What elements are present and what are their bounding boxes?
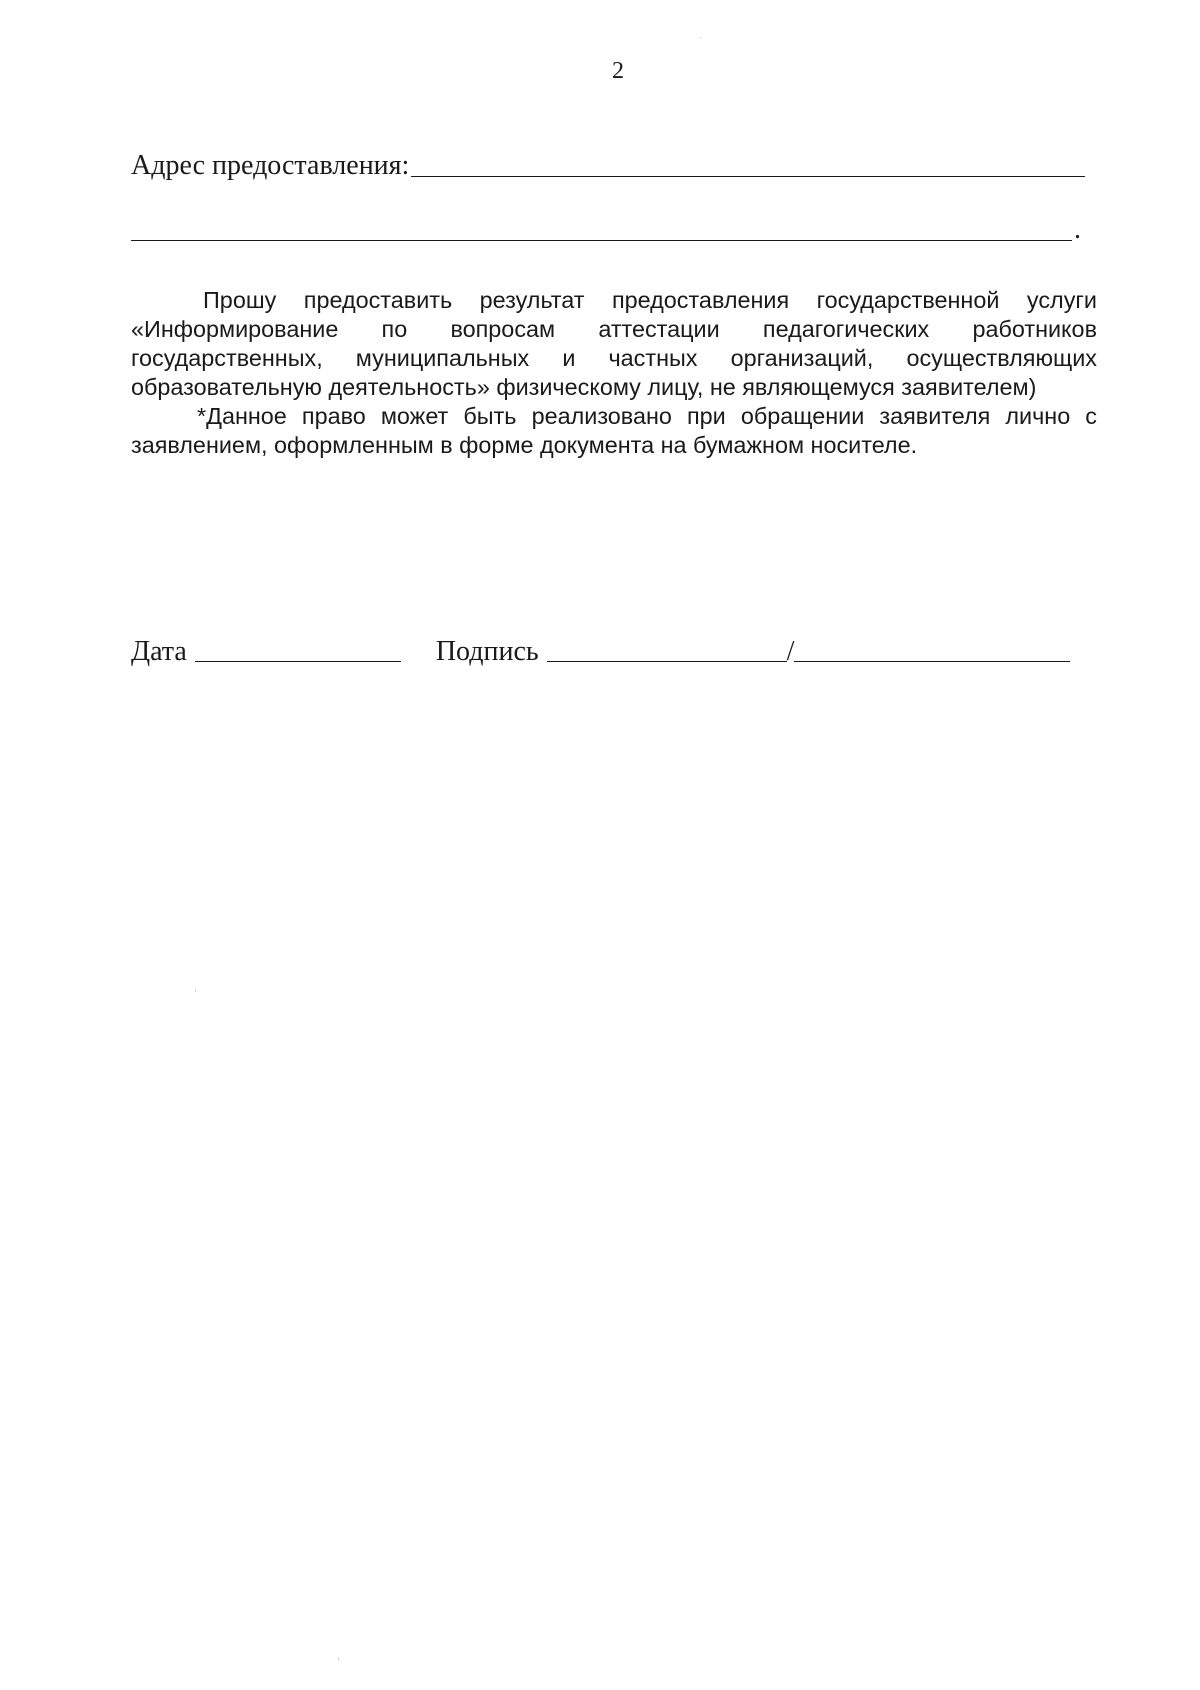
request-paragraph: Прошу предоставить результат предоставления государственной услуги «Информирование по вопросам аттестации педагогических работников государственных, муниципальных и частных организаций, осуществляющих образовательную деятельность» физическому лицу, не являющемуся заявителем) (131, 287, 1097, 400)
address-end-punctuation: . (1074, 214, 1081, 245)
note-paragraph: *Данное право может быть реализовано при обращении заявителя лично с заявлением, оформленным в форме документа на бумажном носителе. (131, 403, 1097, 458)
signature-label: Подпись (435, 636, 539, 667)
address-blank-line-1 (411, 150, 1085, 177)
request-text-block (131, 286, 1097, 460)
address-label: Адрес предоставления: (131, 150, 410, 181)
signature-separator: / (786, 636, 795, 667)
date-signature-row (131, 632, 1081, 668)
date-label: Дата (131, 636, 187, 667)
name-blank-line (794, 635, 1070, 662)
address-blank-line-2 (131, 214, 1072, 241)
signature-blank-line (547, 635, 787, 662)
scan-speck (195, 990, 196, 992)
scan-speck (700, 37, 701, 38)
address-field-row (131, 148, 1085, 182)
date-blank-line (195, 635, 401, 662)
address-field-row-2 (131, 216, 1081, 246)
scan-speck (338, 1658, 339, 1660)
page-number: 2 (612, 58, 624, 84)
